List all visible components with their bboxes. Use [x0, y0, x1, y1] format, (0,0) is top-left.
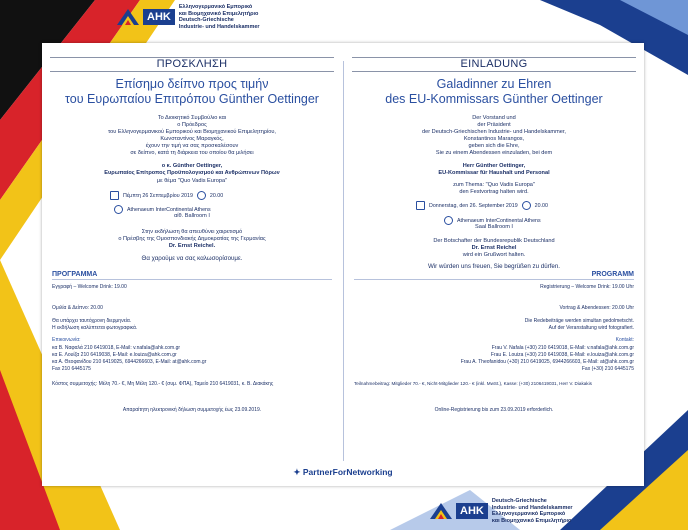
clock-icon	[522, 201, 531, 210]
clock-icon	[197, 191, 206, 200]
german-contact-1[interactable]: Frau V. Nafala (+30) 210 6419018, E-Mail: v.nafala@ahk.com.gr	[491, 345, 634, 351]
german-program-title: PROGRAMM	[354, 270, 634, 280]
german-theme: zum Thema: "Quo Vadis Europa"	[453, 182, 535, 188]
german-intro-3: der Deutsch-Griechischen Industrie- und Handelskammer,	[422, 129, 566, 135]
greek-column	[42, 43, 342, 486]
greek-time: 20.00	[209, 192, 224, 199]
german-closing: Wir würden uns freuen, Sie begrüßen zu dürfen.	[427, 263, 561, 270]
greek-translation-1: Θα υπάρχει ταυτόχρονη διερμηνεία.	[52, 318, 132, 324]
german-intro-1: Der Vorstand und	[472, 115, 516, 121]
ahk-logo-mark	[117, 9, 139, 25]
greek-intro-2: ο Πρόεδρος	[177, 122, 207, 128]
german-title-line-1: Galadinner zu Ehren	[436, 77, 552, 91]
greek-contact-1[interactable]: κα Β. Ναφαλά 210 6419018, E-Mail: v.nafala@ahk.com.gr	[52, 345, 181, 351]
greek-intro-4: Κωνσταντίνος Μαραγκός,	[160, 136, 224, 142]
greek-program-1: Εγγραφή – Welcome Drink: 19.00	[52, 284, 127, 290]
german-fee: Teilnahmebeitrag: Mitglieder 70.- €, Nicht-Mitglieder 120.- € (inkl. MwSt.), Kasse: (+30) 2106419031, Herr V. Diakakis	[354, 381, 592, 386]
greek-venue-name: Athenaeum InterContinental Athens	[127, 206, 211, 213]
german-guest-name: Herr Günther Oettinger,	[462, 163, 526, 169]
greek-registration[interactable]: Απαραίτητη ηλεκτρονική δήλωση συμμετοχής έως 23.09.2019.	[122, 407, 262, 413]
german-contact-title: Kontakt:	[615, 337, 634, 343]
german-guest-role: EU-Kommissar für Haushalt und Personal	[438, 170, 550, 176]
network-icon: ✦	[293, 467, 301, 477]
german-intro-2: der Präsident	[477, 122, 511, 128]
german-column	[344, 43, 644, 486]
greek-intro-6: σε δείπνο, κατά τη διάρκεια του οποίου θα μιλήσει	[130, 150, 254, 156]
greek-ambassador-3: Dr. Ernst Reichel.	[168, 243, 216, 249]
german-header: EINLADUNG	[352, 57, 636, 72]
calendar-icon	[110, 191, 119, 200]
greek-title-line-1: Επίσημο δείπνο προς τιμήν	[115, 77, 269, 91]
greek-intro-3: του Ελληνογερμανικού Εμπορικού και Βιομηχανικού Επιμελητηρίου,	[108, 129, 276, 135]
german-intro-4: Konstantinos Marangos,	[463, 136, 525, 142]
partner-for-networking-label: PartnerForNetworking	[302, 467, 393, 477]
german-ambassador-1: Der Botschafter der Bundesrepublik Deutschland	[433, 238, 555, 244]
greek-theme: με θέμα "Quo Vadis Europa"	[156, 178, 228, 184]
german-program-1: Registrierung – Welcome Drink: 19.00 Uhr	[540, 284, 634, 290]
partner-for-networking	[42, 467, 644, 478]
invitation-card	[42, 43, 644, 486]
greek-guest-role: Ευρωπαίος Επίτροπος Προϋπολογισμού και Ανθρώπινων Πόρων	[104, 170, 280, 176]
greek-program-title: ΠΡΟΓΡΑΜΜΑ	[52, 270, 332, 280]
greek-program-2: Ομιλία & Δείπνο: 20.00	[52, 305, 103, 311]
ahk-logo-bottom	[430, 498, 573, 524]
greek-contact-title: Επικοινωνία:	[52, 337, 81, 343]
greek-ambassador-1: Στην εκδήλωση θα απευθύνει χαιρετισμό	[141, 229, 243, 235]
greek-ambassador-2: ο Πρέσβης της Ομοσπονδιακής Δημοκρατίας της Γερμανίας	[118, 236, 266, 242]
german-intro-6: Sie zu einem Abendessen einzuladen, bei dem	[435, 150, 553, 156]
german-program-2: Vortrag & Abendessen: 20.00 Uhr	[559, 305, 634, 311]
german-translation-2: Auf der Veranstaltung wird fotografiert.	[548, 325, 634, 331]
german-venue-name: Athenaeum InterContinental Athens	[457, 217, 541, 224]
german-ambassador-2: Dr. Ernst Reichel	[471, 245, 517, 251]
german-title-line-2: des EU-Kommissars Günther Oettinger	[385, 92, 603, 106]
german-registration[interactable]: Online-Registrierung bis zum 23.09.2019 erforderlich.	[434, 407, 554, 413]
ahk-logo-top	[117, 4, 260, 30]
greek-translation-2: Η εκδήλωση καλύπτεται φωτογραφικά.	[52, 325, 138, 331]
german-date-time	[416, 201, 548, 210]
greek-contact-3[interactable]: κα Α. Θεοφανίδου 210 6419025, 6944266603, E-Mail: at@ahk.com.gr	[52, 359, 207, 365]
german-contact-3[interactable]: Frau A. Theofanidou (+30) 210 6419025, 6944266603, E-Mail: at@ahk.com.gr	[460, 359, 634, 365]
german-translation-1: Die Redebeiträge werden simultan gedolmetscht.	[524, 318, 634, 324]
greek-fee: Κόστος συμμετοχής: Μέλη 70.- €, Μη Μέλη 120.- € (συμ. ΦΠΑ), Ταμείο 210 6419031, κ. Β. Διακάκης	[52, 381, 274, 387]
german-venue-room: Saal Ballroom I	[475, 224, 513, 230]
ahk-logo-mark	[430, 503, 452, 519]
greek-guest-name: ο κ. Günther Oettinger,	[161, 163, 223, 169]
calendar-icon	[416, 201, 425, 210]
greek-header: ΠΡΟΣΚΛΗΣΗ	[50, 57, 334, 72]
greek-date: Πέμπτη 26 Σεπτεμβρίου 2019	[123, 192, 193, 199]
greek-contact-fax: Fax 210 6445175	[52, 366, 91, 372]
greek-date-time	[110, 191, 223, 200]
ahk-badge: AHK	[143, 9, 175, 25]
greek-contact-2[interactable]: κα Ε. Λουίζα 210 6419038, E-Mail: e.louiza@ahk.com.gr	[52, 352, 177, 358]
german-intro-5: geben sich die Ehre,	[468, 143, 520, 149]
german-ambassador-3: wird ein Grußwort halten.	[462, 252, 526, 258]
greek-intro-1: Το Διοικητικό Συμβούλιο και	[157, 115, 227, 121]
german-theme-2: den Festvortrag halten wird.	[459, 189, 529, 195]
german-contact-2[interactable]: Frau E. Louiza (+30) 210 6419038, E-Mail: e.louiza@ahk.com.gr	[490, 352, 634, 358]
ahk-logo-text: Deutsch-Griechische Industrie- und Handelskammer Ελληνογερμανικό Εμπορικό και Βιομηχανικό Επιμελητήριο	[491, 498, 573, 524]
german-time: 20.00	[534, 202, 548, 209]
german-contact-fax: Fax (+30) 210 6445175	[581, 366, 634, 372]
greek-venue-room: αίθ. Ballroom I	[174, 213, 210, 219]
ahk-badge: AHK	[456, 503, 488, 519]
greek-closing: Θα χαρούμε να σας καλωσορίσουμε.	[141, 255, 243, 262]
greek-intro-5: έχουν την τιμή να σας προσκαλέσουν	[145, 143, 239, 149]
greek-title-line-2: του Ευρωπαίου Επιτρόπου Günther Oettinger	[65, 92, 319, 106]
german-date: Donnerstag, den 26. September 2019	[429, 202, 518, 209]
ahk-logo-text: Ελληνογερμανικό Εμπορικό και Βιομηχανικό Επιμελητήριο Deutsch-Griechische Industrie- und Handelskammer	[178, 4, 260, 30]
